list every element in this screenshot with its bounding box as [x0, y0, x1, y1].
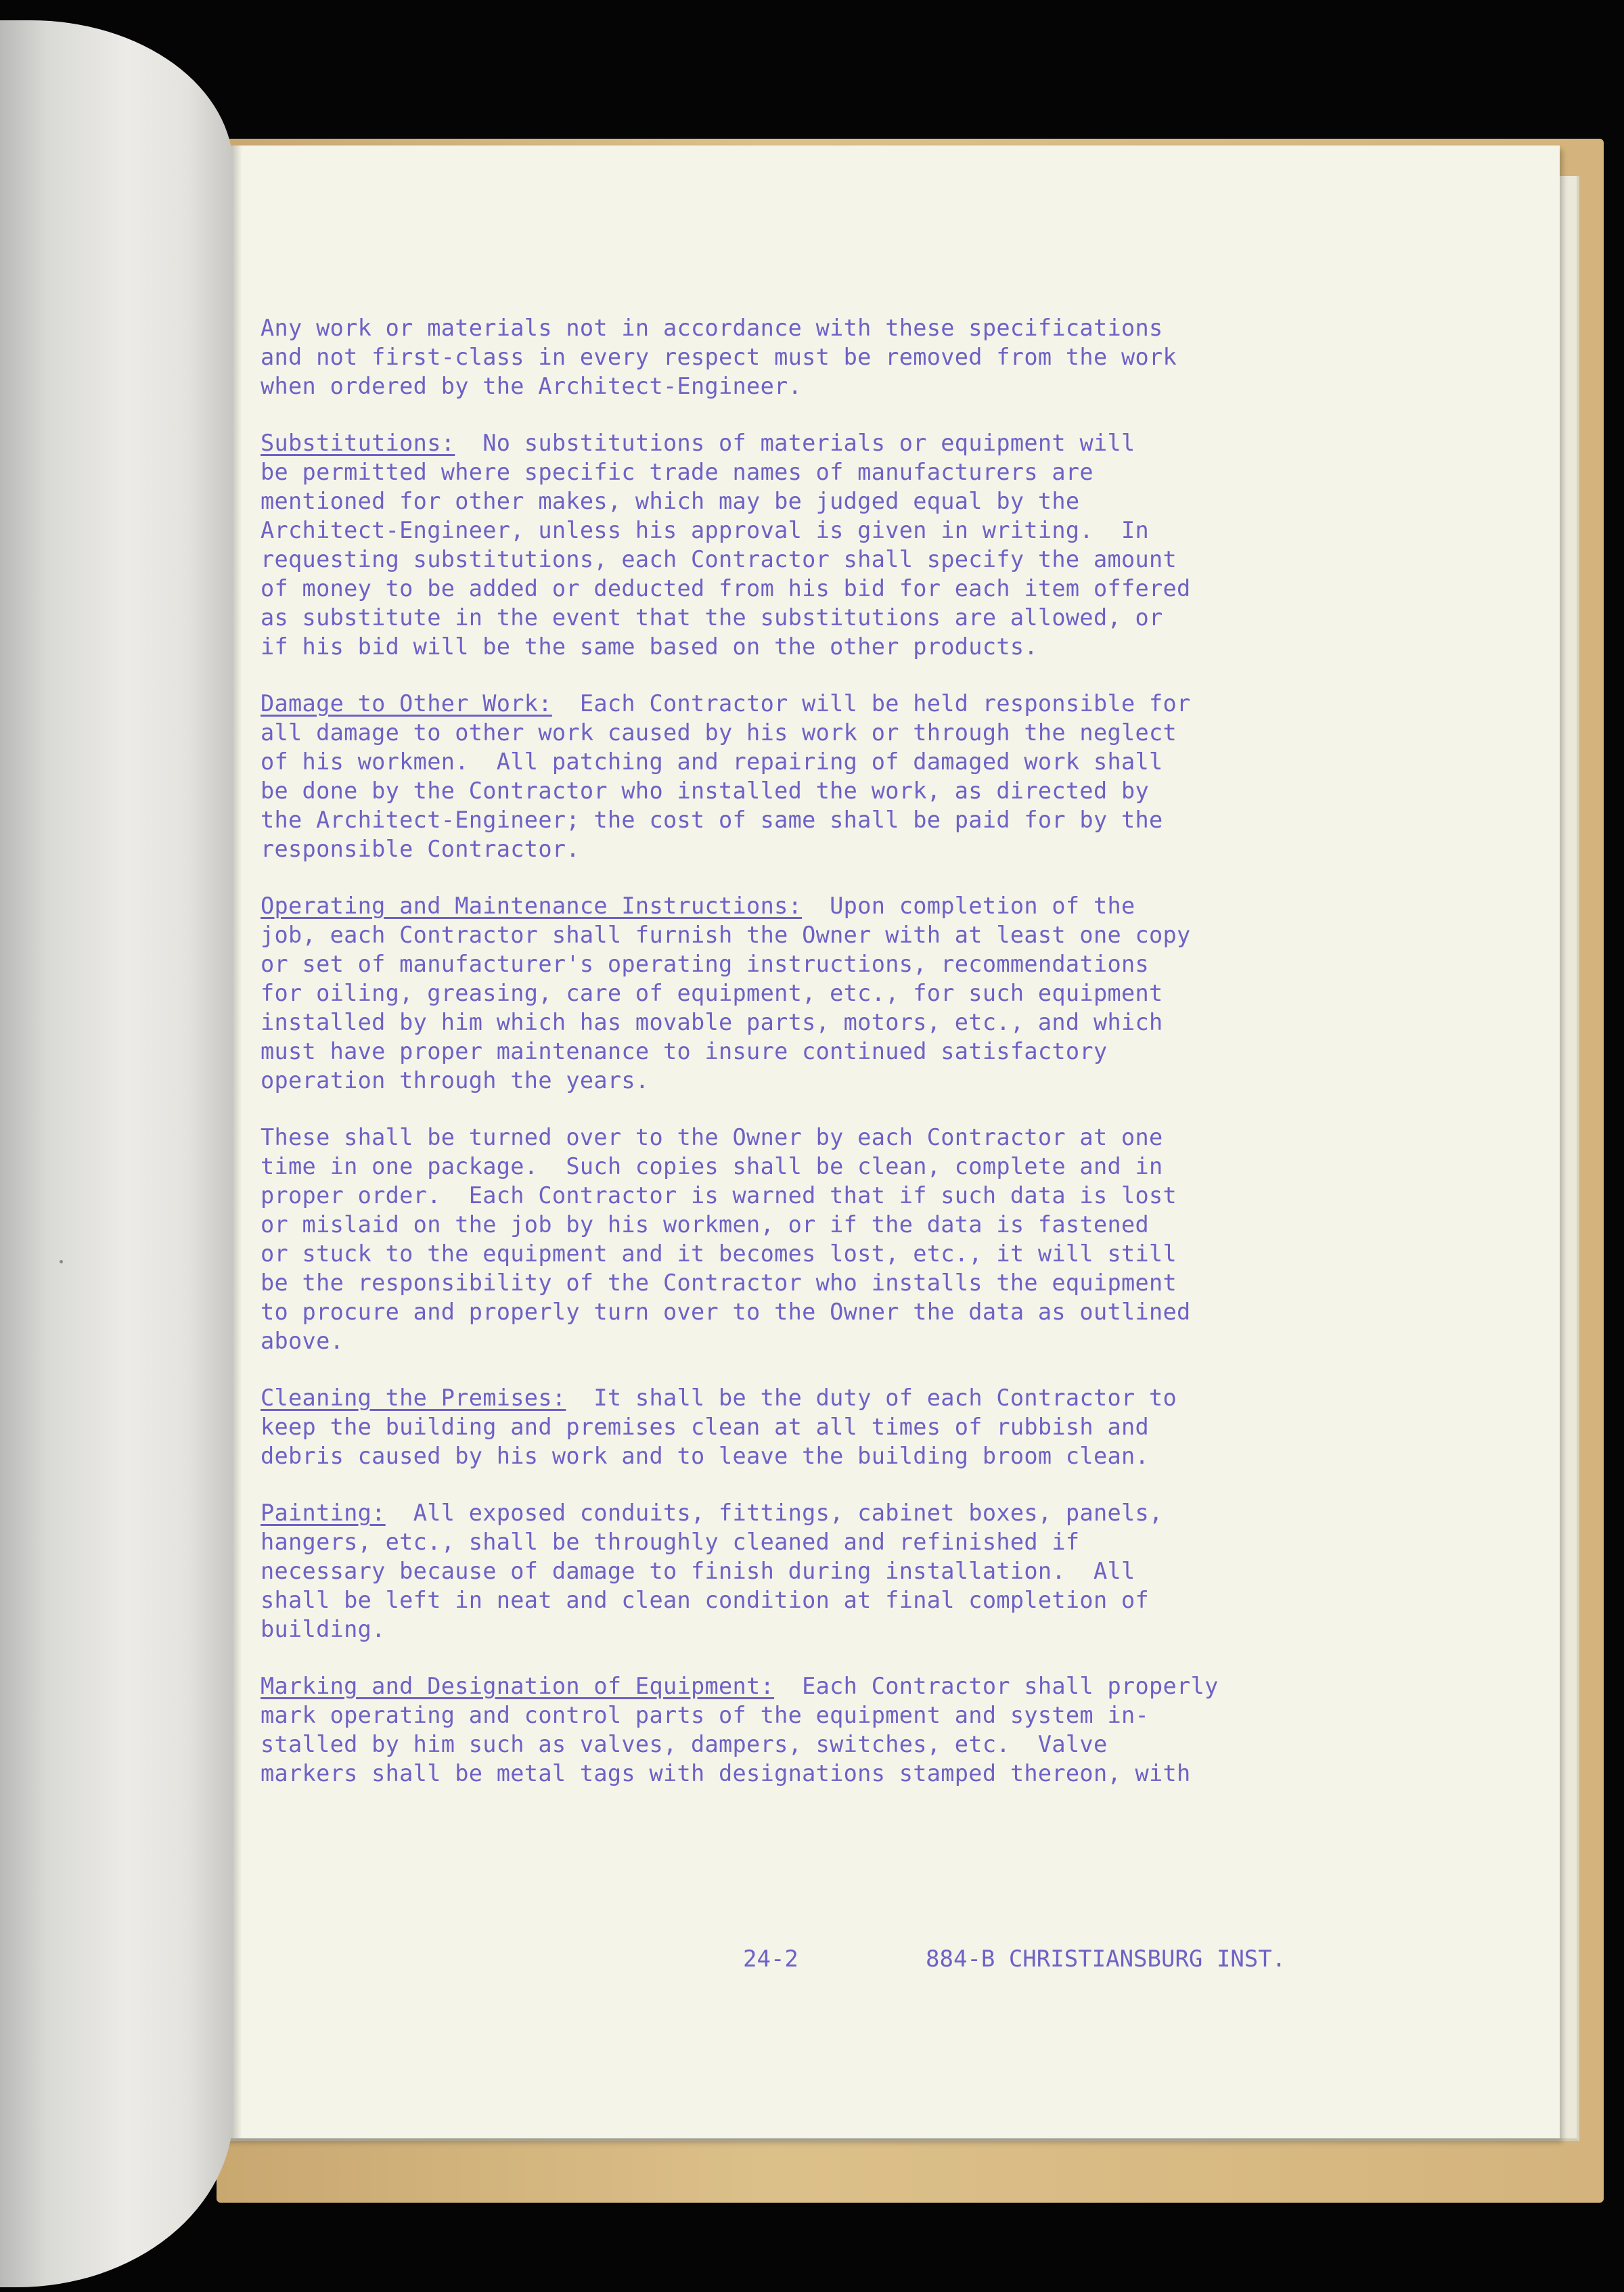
line-text: time in one package. Such copies shall be clean, complete and in: [261, 1153, 1163, 1179]
section-heading: Painting:: [261, 1500, 386, 1526]
line-text: must have proper maintenance to insure continued satisfactory: [261, 1038, 1108, 1064]
text-line: [261, 1239, 1499, 1268]
text-line: [261, 805, 1499, 834]
text-line: [261, 718, 1499, 747]
text-line: [261, 574, 1499, 603]
text-line: [261, 1412, 1499, 1441]
line-text: be the responsibility of the Contractor who installs the equipment: [261, 1269, 1177, 1296]
line-text: These shall be turned over to the Owner by each Contractor at one: [261, 1124, 1163, 1150]
line-text: Each Contractor will be held responsible for: [551, 690, 1191, 717]
section-heading: Operating and Maintenance Instructions:: [261, 893, 803, 919]
text-line: [261, 747, 1499, 776]
text-line: [261, 776, 1499, 805]
text-line: [261, 1297, 1499, 1326]
line-text: mentioned for other makes, which may be judged equal by the: [261, 488, 1080, 514]
line-text: above.: [261, 1328, 344, 1354]
text-line: [261, 1441, 1499, 1470]
line-text: proper order. Each Contractor is warned that if such data is lost: [261, 1182, 1177, 1209]
footer-page-number: 24-2: [743, 1946, 798, 1973]
line-text: building.: [261, 1616, 386, 1642]
text-line: [261, 1383, 1499, 1412]
line-text: keep the building and premises clean at all times of rubbish and: [261, 1414, 1150, 1440]
line-text: debris caused by his work and to leave the building broom clean.: [261, 1443, 1150, 1469]
text-line: [261, 1268, 1499, 1297]
paragraph: [261, 689, 1499, 863]
line-text: stalled by him such as valves, dampers, switches, etc. Valve: [261, 1731, 1108, 1757]
line-text: of his workmen. All patching and repairing of damaged work shall: [261, 748, 1163, 775]
line-text: be permitted where specific trade names of manufacturers are: [261, 459, 1093, 485]
text-line: [261, 372, 1499, 401]
paragraph: [261, 313, 1499, 401]
line-text: or set of manufacturer's operating instructions, recommendations: [261, 951, 1150, 977]
line-text: all damage to other work caused by his work or through the neglect: [261, 719, 1177, 746]
line-text: necessary because of damage to finish during installation. All: [261, 1558, 1135, 1584]
section-heading: Marking and Designation of Equipment:: [261, 1673, 775, 1699]
section-heading: Substitutions:: [261, 430, 455, 456]
line-text: Any work or materials not in accordance with these specifications: [261, 315, 1163, 341]
paragraph: [261, 1383, 1499, 1470]
text-line: [261, 1210, 1499, 1239]
text-line: [261, 603, 1499, 632]
line-text: and not first-class in every respect must be removed from the work: [261, 344, 1177, 370]
text-line: [261, 891, 1499, 920]
text-line: [261, 1008, 1499, 1037]
section-heading: Damage to Other Work:: [261, 690, 552, 717]
line-text: It shall be the duty of each Contractor to: [566, 1385, 1177, 1411]
line-text: installed by him which has movable parts, motors, etc., and which: [261, 1009, 1163, 1035]
text-line: [261, 1759, 1499, 1788]
text-line: [261, 1066, 1499, 1095]
line-text: when ordered by the Architect-Engineer.: [261, 373, 803, 399]
section-heading: Cleaning the Premises:: [261, 1385, 566, 1411]
line-text: No substitutions of materials or equipment will: [455, 430, 1135, 456]
text-line: [261, 428, 1499, 457]
line-text: All exposed conduits, fittings, cabinet boxes, panels,: [385, 1500, 1163, 1526]
text-line: [261, 1556, 1499, 1586]
paragraph: [261, 891, 1499, 1095]
line-text: Each Contractor shall properly: [774, 1673, 1219, 1699]
text-line: [261, 920, 1499, 949]
line-text: of money to be added or deducted from his bid for each item offered: [261, 575, 1191, 602]
text-line: [261, 1701, 1499, 1730]
line-text: or mislaid on the job by his workmen, or if the data is fastened: [261, 1211, 1150, 1238]
paragraph: [261, 428, 1499, 661]
typed-specification-text: [261, 313, 1499, 1816]
line-text: job, each Contractor shall furnish the Owner with at least one copy: [261, 922, 1191, 948]
text-line: [261, 1730, 1499, 1759]
line-text: as substitute in the event that the substitutions are allowed, or: [261, 604, 1163, 631]
text-line: [261, 342, 1499, 372]
text-line: [261, 1498, 1499, 1527]
text-line: [261, 1615, 1499, 1644]
text-line: [261, 313, 1499, 342]
text-line: [261, 632, 1499, 661]
line-text: Architect-Engineer, unless his approval is given in writing. In: [261, 517, 1150, 543]
line-text: or stuck to the equipment and it becomes lost, etc., it will still: [261, 1240, 1177, 1267]
text-line: [261, 979, 1499, 1008]
text-line: [261, 1586, 1499, 1615]
text-line: [261, 949, 1499, 979]
text-line: [261, 689, 1499, 718]
line-text: responsible Contractor.: [261, 836, 580, 862]
text-line: [261, 834, 1499, 863]
curled-left-page: [0, 20, 233, 2287]
text-line: [261, 545, 1499, 574]
text-line: [261, 1123, 1499, 1152]
line-text: requesting substitutions, each Contractor shall specify the amount: [261, 546, 1177, 572]
line-text: markers shall be metal tags with designations stamped thereon, with: [261, 1760, 1191, 1787]
line-text: if his bid will be the same based on the other products.: [261, 633, 1038, 660]
text-line: [261, 1527, 1499, 1556]
text-line: [261, 487, 1499, 516]
line-text: the Architect-Engineer; the cost of same shall be paid for by the: [261, 807, 1163, 833]
paragraph: [261, 1671, 1499, 1788]
line-text: for oiling, greasing, care of equipment, etc., for such equipment: [261, 980, 1163, 1006]
text-line: [261, 1671, 1499, 1701]
paragraph: [261, 1123, 1499, 1355]
text-line: [261, 457, 1499, 487]
line-text: hangers, etc., shall be throughly cleaned and refinished if: [261, 1529, 1080, 1555]
line-text: shall be left in neat and clean condition at final completion of: [261, 1587, 1150, 1613]
line-text: operation through the years.: [261, 1067, 650, 1094]
line-text: be done by the Contractor who installed the work, as directed by: [261, 778, 1150, 804]
line-text: mark operating and control parts of the equipment and system in-: [261, 1702, 1150, 1728]
line-text: to procure and properly turn over to the Owner the data as outlined: [261, 1299, 1191, 1325]
paragraph: [261, 1498, 1499, 1644]
text-line: [261, 1181, 1499, 1210]
text-line: [261, 1326, 1499, 1355]
line-text: Upon completion of the: [802, 893, 1135, 919]
text-line: [261, 1152, 1499, 1181]
footer-job-title: 884-B CHRISTIANSBURG INST.: [926, 1946, 1286, 1973]
paper-speck: [60, 1260, 63, 1263]
text-line: [261, 1037, 1499, 1066]
text-line: [261, 516, 1499, 545]
